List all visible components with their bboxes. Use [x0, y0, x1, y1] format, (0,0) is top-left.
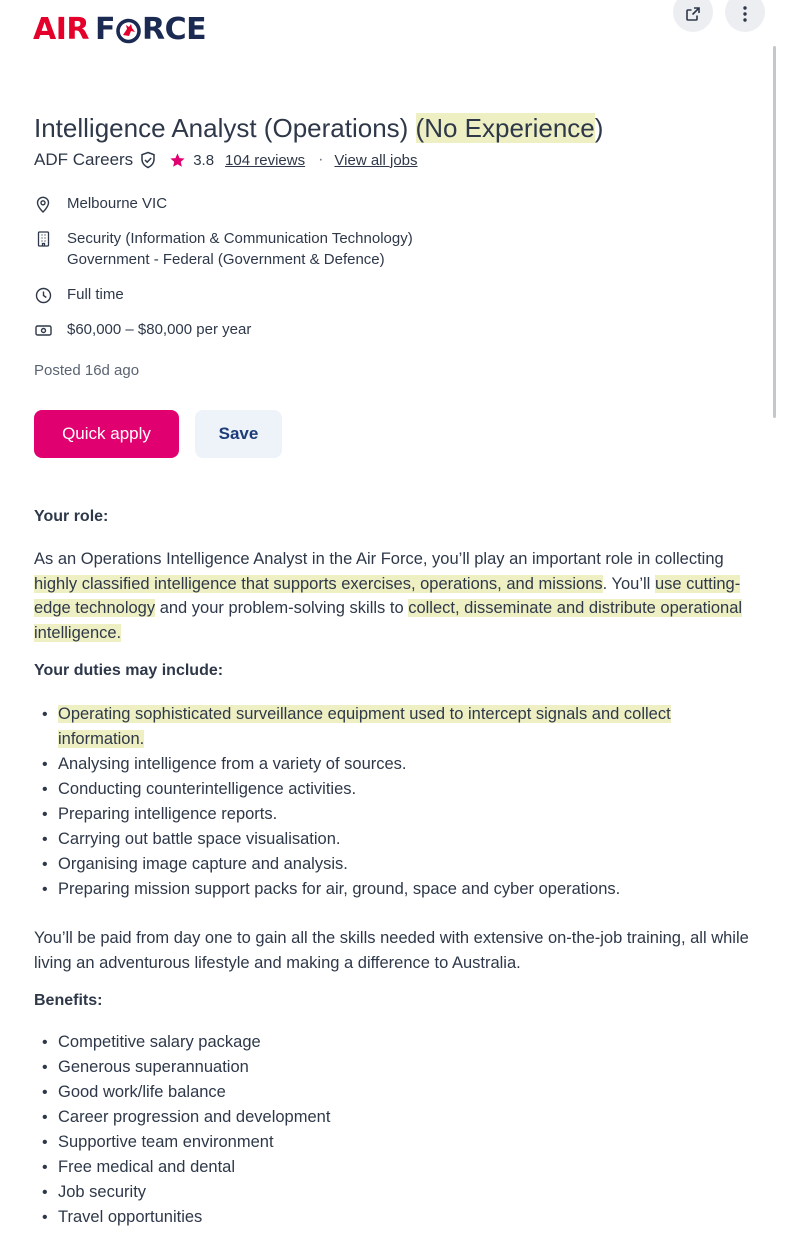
location-text: Melbourne VIC	[67, 195, 168, 212]
role-highlight-2: use cutting-edge technology	[34, 574, 741, 618]
work-type-row	[34, 284, 124, 305]
air-force-logo	[33, 12, 206, 48]
classification-line2: Government - Federal (Government & Defence)	[67, 251, 385, 268]
role-highlight-1: highly classified intelligence that supports exercises, operations, and missions	[34, 574, 603, 593]
roundel-kangaroo-icon	[116, 15, 141, 45]
list-item: • Supportive team environment	[34, 1130, 754, 1155]
benefits-list	[34, 1030, 754, 1230]
vertical-dots-icon	[743, 6, 747, 22]
external-link-icon	[685, 6, 701, 22]
duties-list	[34, 702, 754, 902]
list-item: • Organising image capture and analysis.	[34, 852, 754, 877]
role-highlight-3: collect, disseminate and distribute operational intelligence.	[34, 599, 743, 643]
list-item: • Generous superannuation	[34, 1055, 754, 1080]
job-title-main: Intelligence Analyst (Operations)	[34, 113, 416, 143]
duties-heading: Your duties may include:	[34, 662, 224, 679]
list-item: • Carrying out battle space visualisation.	[34, 827, 754, 852]
rating-value: 3.8	[193, 151, 215, 169]
classification-row	[34, 228, 413, 270]
more-options-button[interactable]	[725, 0, 765, 32]
location-pin-icon	[34, 195, 52, 213]
company-name: ADF Careers	[34, 150, 134, 169]
quick-apply-button[interactable]: Quick apply	[34, 410, 179, 458]
list-item: • Career progression and development	[34, 1105, 754, 1130]
job-title-end: )	[594, 113, 604, 143]
reviews-link[interactable]: 104 reviews	[225, 151, 306, 169]
verified-shield-icon	[139, 151, 157, 169]
role-heading: Your role:	[34, 508, 109, 525]
location-row	[34, 193, 167, 214]
share-button[interactable]	[673, 0, 713, 32]
role-text-2: . You’ll	[602, 574, 655, 593]
logo-force-f: F	[94, 12, 115, 47]
list-item: • Analysing intelligence from a variety of sources.	[34, 752, 754, 777]
classification-line1: Security (Information & Communication Technology)	[67, 230, 413, 247]
money-icon	[34, 321, 52, 339]
salary-text: $60,000 – $80,000 per year	[67, 321, 252, 338]
scrollbar[interactable]	[773, 46, 776, 418]
benefits-heading: Benefits:	[34, 992, 103, 1009]
salary-row	[34, 319, 251, 340]
role-text-3: and your problem-solving skills to	[155, 599, 409, 618]
logo-air-text: AIR	[33, 12, 89, 47]
save-button[interactable]: Save	[195, 410, 282, 458]
list-item: • Competitive salary package	[34, 1030, 754, 1055]
paid-paragraph: You’ll be paid from day one to gain all the skills needed with extensive on-the-job training, all while living an adventurous lifestyle and making a difference to Australia.	[34, 929, 749, 972]
logo-force-rce: RCE	[141, 12, 207, 47]
company-meta-row	[34, 148, 418, 172]
list-item: • Good work/life balance	[34, 1080, 754, 1105]
role-paragraph	[34, 547, 759, 646]
list-item: • Travel opportunities	[34, 1205, 754, 1230]
clock-icon	[34, 286, 52, 304]
duty-highlighted: Operating sophisticated surveillance equipment used to intercept signals and collect information.	[58, 705, 671, 748]
meta-separator: ·	[318, 151, 324, 168]
role-text-1: As an Operations Intelligence Analyst in the Air Force, you’ll play an important role in collecting	[34, 550, 724, 568]
list-item: • Preparing mission support packs for air, ground, space and cyber operations.	[34, 877, 754, 902]
job-title	[34, 108, 603, 148]
building-icon	[34, 230, 52, 248]
job-title-highlight: (No Experience	[415, 113, 595, 143]
logo-force-text	[95, 12, 206, 48]
list-item: • Free medical and dental	[34, 1155, 754, 1180]
view-all-jobs-link[interactable]: View all jobs	[334, 151, 418, 169]
list-item: • Preparing intelligence reports.	[34, 802, 754, 827]
list-item: • Job security	[34, 1180, 754, 1205]
star-icon	[169, 152, 186, 169]
work-type-text: Full time	[67, 286, 124, 303]
posted-date: Posted 16d ago	[34, 362, 140, 379]
list-item	[34, 702, 754, 752]
list-item: • Conducting counterintelligence activities.	[34, 777, 754, 802]
